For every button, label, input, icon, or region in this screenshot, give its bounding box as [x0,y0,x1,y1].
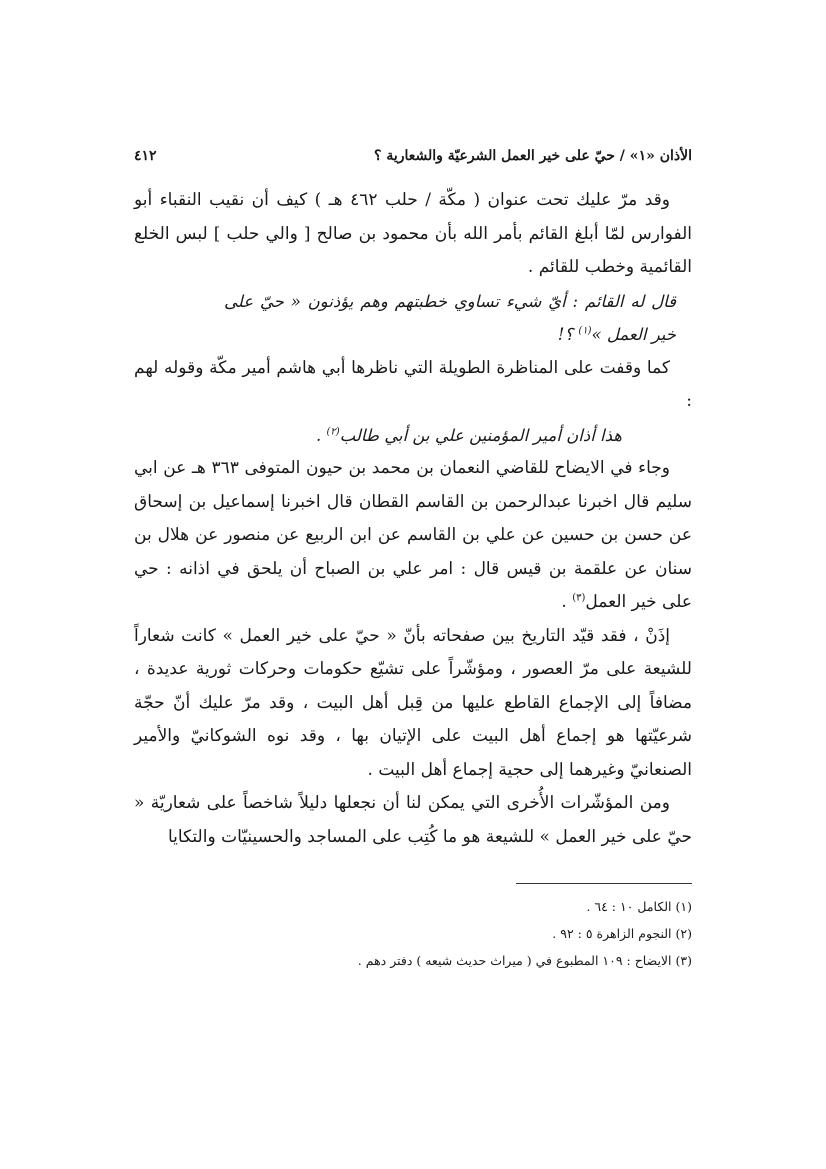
footnote-3: (٣) الايضاح : ١٠٩ المطبوع في ( ميراث حديث شيعه ) دفتر دهم . [357,953,692,968]
footnote-ref-1: (١) [578,325,592,337]
paragraph-1: وقد مرّ عليك تحت عنوان ( مكّة / حلب ٤٦٢ هـ ) كيف أن نقيب النقباء أبو الفوارس لمّا أبلغ القائم بأمر الله بأن محمود بن صالح [ والي حلب ] لبس الخلع القائمية وخطب للقائم . [134,190,692,277]
footnote-ref-2: (٢) [326,426,340,437]
quote-1 [134,285,692,352]
running-title: الأذان «١» / حيّ على خير العمل الشرعيّة والشعارية ؟ [374,148,692,164]
page-number: ٤١٢ [134,148,157,164]
quote-2-text: هذا أذان أمير المؤمنين علي بن أبي طالب [339,425,622,445]
quote-2-tail: . [315,425,327,445]
paragraph-3-text: وجاء في الايضاح للقاضي النعمان بن محمد بن حيون المتوفى ٣٦٣ هـ عن ابي سليم قال اخبرنا عبدالرحمن بن القاسم القطان قال اخبرنا إسماعيل بن إسحاق عن حسن بن حسين عن علي بن القاسم عن ابن الربيع عن منصور عن هلال بن سنان عن علقمة بن قيس قال : امر علي بن الصباح أن يلحق في اذانه : حي على خير العمل [134,458,692,612]
footnotes [134,893,692,974]
running-header [134,148,692,174]
quote-2 [134,419,692,453]
footnote-divider [516,883,692,884]
paragraph-4: إذَنْ ، فقد قيّد التاريخ بين صفحاته بأنّ « حيّ على خير العمل » كانت شعاراً للشيعة على مرّ العصور ، ومؤشّراً على تشيّع حكومات وحركات ثورية عديدة ، مضافاً إلى الإجماع القاطع عليها من قِبل أهل البيت ، وقد مرّ عليك أنّ حجّة شرعيّتها هو إجماع أهل البيت على الإتيان بها ، وقد نوه الشوكانيّ والأمير الصنعانيّ وغيرهما إلى حجية إجماع أهل البيت . [134,625,692,780]
quote-1-tail: ؟! [557,325,579,344]
footnote-2: (٢) النجوم الزاهرة ٥ : ٩٢ . [552,926,692,941]
paragraph-5: ومن المؤشّرات الأُخرى التي يمكن لنا أن نجعلها دليلاً شاخصاً على شعاريّة « حيّ على خير العمل » للشيعة هو ما كُتِب على المساجد والحسينيّات والتكايا [134,793,692,847]
paragraph-3-tail: . [561,592,573,612]
paragraph-2: كما وقفت على المناظرة الطويلة التي ناظرها أبي هاشم أمير مكّة وقوله لهم : [134,357,692,411]
paragraph-3 [134,452,692,620]
footnote-ref-3: (٣) [572,592,586,604]
page-body [134,148,692,854]
footnote-1: (١) الكامل ١٠ : ٦٤ . [586,899,692,914]
quote-1-text: قال له القائم : أيّ شيء تساوي خطبتهم وهم يؤذنون « حيّ على خير العمل » [224,291,676,344]
